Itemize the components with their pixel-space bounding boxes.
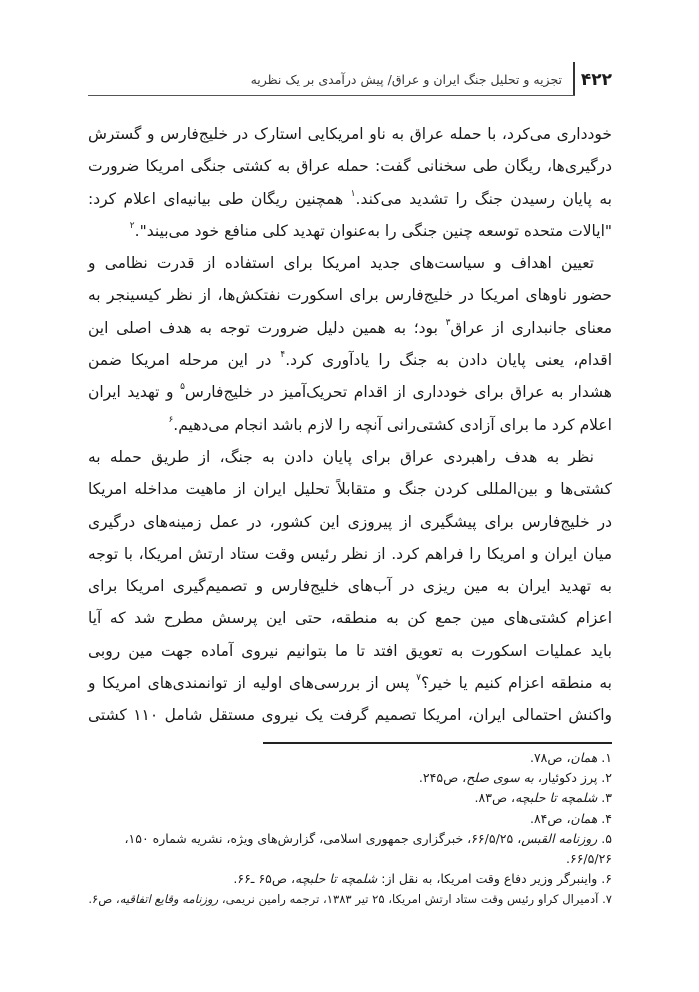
footnote bbox=[88, 829, 612, 849]
text-line bbox=[88, 538, 612, 570]
text-segment: ، ۶۶/۵/۲۵، خبرگزاری جمهوری اسلامی، گزارش‌های ویژه، نشریه شماره ۱۵۰، bbox=[124, 830, 522, 846]
text-segment: ۲. پرز دکوئیار، bbox=[533, 770, 612, 786]
footnote bbox=[88, 849, 612, 869]
footnote-marker: ۷ bbox=[416, 673, 421, 684]
footnote bbox=[88, 788, 612, 808]
text-line bbox=[88, 409, 612, 441]
footnote-separator bbox=[263, 742, 612, 744]
footnote bbox=[88, 748, 612, 768]
page-number: ۴۲۲ bbox=[580, 70, 612, 90]
text-line bbox=[88, 441, 612, 473]
text-segment: خودداری می‌کرد، با حمله عراق به ناو امریکایی استارک در خلیج‌فارس و گسترش bbox=[88, 125, 612, 143]
text-segment: در خلیج‌فارس برای پیشگیری از پیروزی این کشور، در عمل زمینه‌های درگیری bbox=[88, 512, 612, 531]
italic-title: به سوی صلح bbox=[466, 770, 534, 786]
footnote bbox=[88, 869, 612, 889]
text-line bbox=[88, 150, 612, 182]
body-text bbox=[88, 118, 612, 732]
text-segment: به تهدید ایران به مین ریزی در آب‌های خلیج‌فارس و تصمیم‌گیری امریکا برای bbox=[88, 577, 612, 596]
text-line bbox=[88, 312, 612, 344]
text-segment: ، ص۲۴۵. bbox=[418, 770, 467, 786]
italic-title: همان bbox=[570, 750, 598, 765]
text-segment: ۵. bbox=[597, 830, 612, 846]
text-line bbox=[88, 344, 612, 376]
italic-title: روزنامه وقایع اتفاقیه bbox=[119, 892, 219, 907]
text-segment: ، ص۶. bbox=[88, 892, 120, 907]
text-segment: ۱. bbox=[597, 750, 612, 765]
text-segment: اعزام کشتی‌های مین جمع کن به منطقه، حتی این پرسش مطرح شد که آیا bbox=[88, 609, 612, 628]
text-segment: "ایالات متحده توسعه چنین جنگی را به‌عنوان تهدید کلی منافع خود می‌بیند". bbox=[134, 221, 612, 240]
text-segment: ، ص۷۸. bbox=[529, 750, 571, 765]
text-line bbox=[88, 506, 612, 538]
text-segment: ۷. آدمیرال کراو رئیس وقت ستاد ارتش امریکا، ۲۵ تیر ۱۳۸۳، ترجمه رامین نریمی، bbox=[218, 892, 612, 907]
text-segment: نظر به هدف راهبردی عراق برای پایان دادن به جنگ، از طریق حمله به bbox=[88, 447, 594, 466]
text-segment: باید عملیات اسکورت به تعویق افتد تا ما بتوانیم نیروی آماده جهت مین روبی bbox=[88, 641, 612, 660]
footnote-marker: ۳ bbox=[445, 317, 451, 328]
text-segment: اعلام کرد ما برای آزادی کشتی‌رانی آنچه را لازم باشد انجام می‌دهیم. bbox=[173, 415, 612, 434]
footnote bbox=[88, 889, 612, 909]
text-segment: هشدار به عراق برای خودداری از اقدام تحریک‌آمیز در خلیج‌فارس bbox=[184, 383, 612, 402]
text-segment: ۶۶/۵/۲۶. bbox=[566, 851, 612, 867]
text-segment: ، ص۸۴. bbox=[529, 810, 571, 826]
footnotes bbox=[88, 748, 612, 910]
text-line bbox=[88, 279, 612, 311]
text-segment: واکنش احتمالی ایران، امریکا تصمیم گرفت یک نیروی مستقل شامل ۱۱۰ کشتی bbox=[88, 706, 612, 725]
text-segment: ۴. bbox=[597, 810, 612, 826]
text-line bbox=[88, 602, 612, 634]
footnote-marker: ۱ bbox=[350, 188, 356, 199]
text-line bbox=[88, 215, 612, 247]
text-line bbox=[88, 667, 612, 699]
footnote bbox=[88, 809, 612, 829]
text-segment: پس از بررسی‌های اولیه از توانمندی‌های امریکا و bbox=[88, 674, 417, 693]
italic-title: شلمچه تا حلبچه bbox=[295, 871, 378, 887]
text-segment: ۶. واینبرگر وزیر دفاع وقت امریکا، به نقل از: bbox=[377, 871, 612, 887]
text-line bbox=[88, 247, 612, 279]
italic-title: شلمچه تا حلبچه bbox=[515, 790, 598, 806]
footnote-marker: ۵ bbox=[180, 382, 185, 393]
text-line bbox=[88, 635, 612, 667]
text-line bbox=[88, 473, 612, 505]
text-segment: در این مرحله امریکا ضمن bbox=[88, 351, 281, 370]
text-segment: میان ایران و امریکا را فراهم کرد. از نظر رئیس وقت ستاد ارتش امریکا، با توجه bbox=[88, 544, 612, 563]
text-segment: ، ص۸۳. bbox=[474, 790, 516, 806]
footnote-marker: ۲ bbox=[129, 220, 135, 231]
text-line bbox=[88, 118, 612, 150]
header-divider bbox=[573, 62, 575, 96]
italic-title: همان bbox=[570, 810, 598, 826]
footnote-marker: ۴ bbox=[280, 350, 286, 361]
text-segment: همچنین ریگان طی بیانیه‌ای اعلام کرد: bbox=[88, 189, 351, 208]
text-line bbox=[88, 183, 612, 215]
footnote-marker: ۶ bbox=[168, 414, 174, 425]
text-segment: و تهدید ایران bbox=[88, 383, 181, 402]
text-segment: به پایان رسیدن جنگ را تشدید می‌کند. bbox=[355, 189, 612, 208]
text-line bbox=[88, 570, 612, 602]
text-line bbox=[88, 376, 612, 408]
text-segment: بود؛ به همین دلیل ضرورت توجه به هدف اصلی این bbox=[88, 318, 446, 337]
text-segment: معنای جانبداری از عراق bbox=[450, 318, 613, 337]
text-segment: اقدام، یعنی پایان دادن به جنگ را یادآوری کرد. bbox=[285, 351, 613, 370]
running-header bbox=[88, 62, 612, 96]
text-segment: حضور ناوهای امریکا در خلیج‌فارس برای اسکورت نفتکش‌ها، از نظر کیسینجر به bbox=[88, 286, 612, 305]
text-segment: تعیین اهداف و سیاست‌های جدید امریکا برای استفاده از قدرت نظامی و bbox=[88, 254, 594, 273]
italic-title: روزنامه القبس bbox=[521, 830, 598, 846]
footnote bbox=[88, 768, 612, 788]
text-line bbox=[88, 699, 612, 731]
header-rule bbox=[88, 95, 575, 96]
text-segment: درگیری‌ها، ریگان طی سخنانی گفت: حمله عراق به کشتی جنگی امریکا ضرورت bbox=[88, 157, 612, 176]
text-segment: ۳. bbox=[597, 790, 612, 806]
text-segment: کشتی‌ها و بین‌المللی کردن جنگ و متقابلاً تحلیل ایران از ماهیت مداخله امریکا bbox=[88, 480, 612, 499]
running-title: تجزیه و تحلیل جنگ ایران و عراق/ پیش درآمدی بر یک نظریه bbox=[250, 72, 562, 87]
text-segment: به منطقه اعزام کنیم یا خیر؟ bbox=[420, 674, 612, 693]
text-segment: ، ص۶۵ ـ۶۶. bbox=[233, 871, 295, 887]
